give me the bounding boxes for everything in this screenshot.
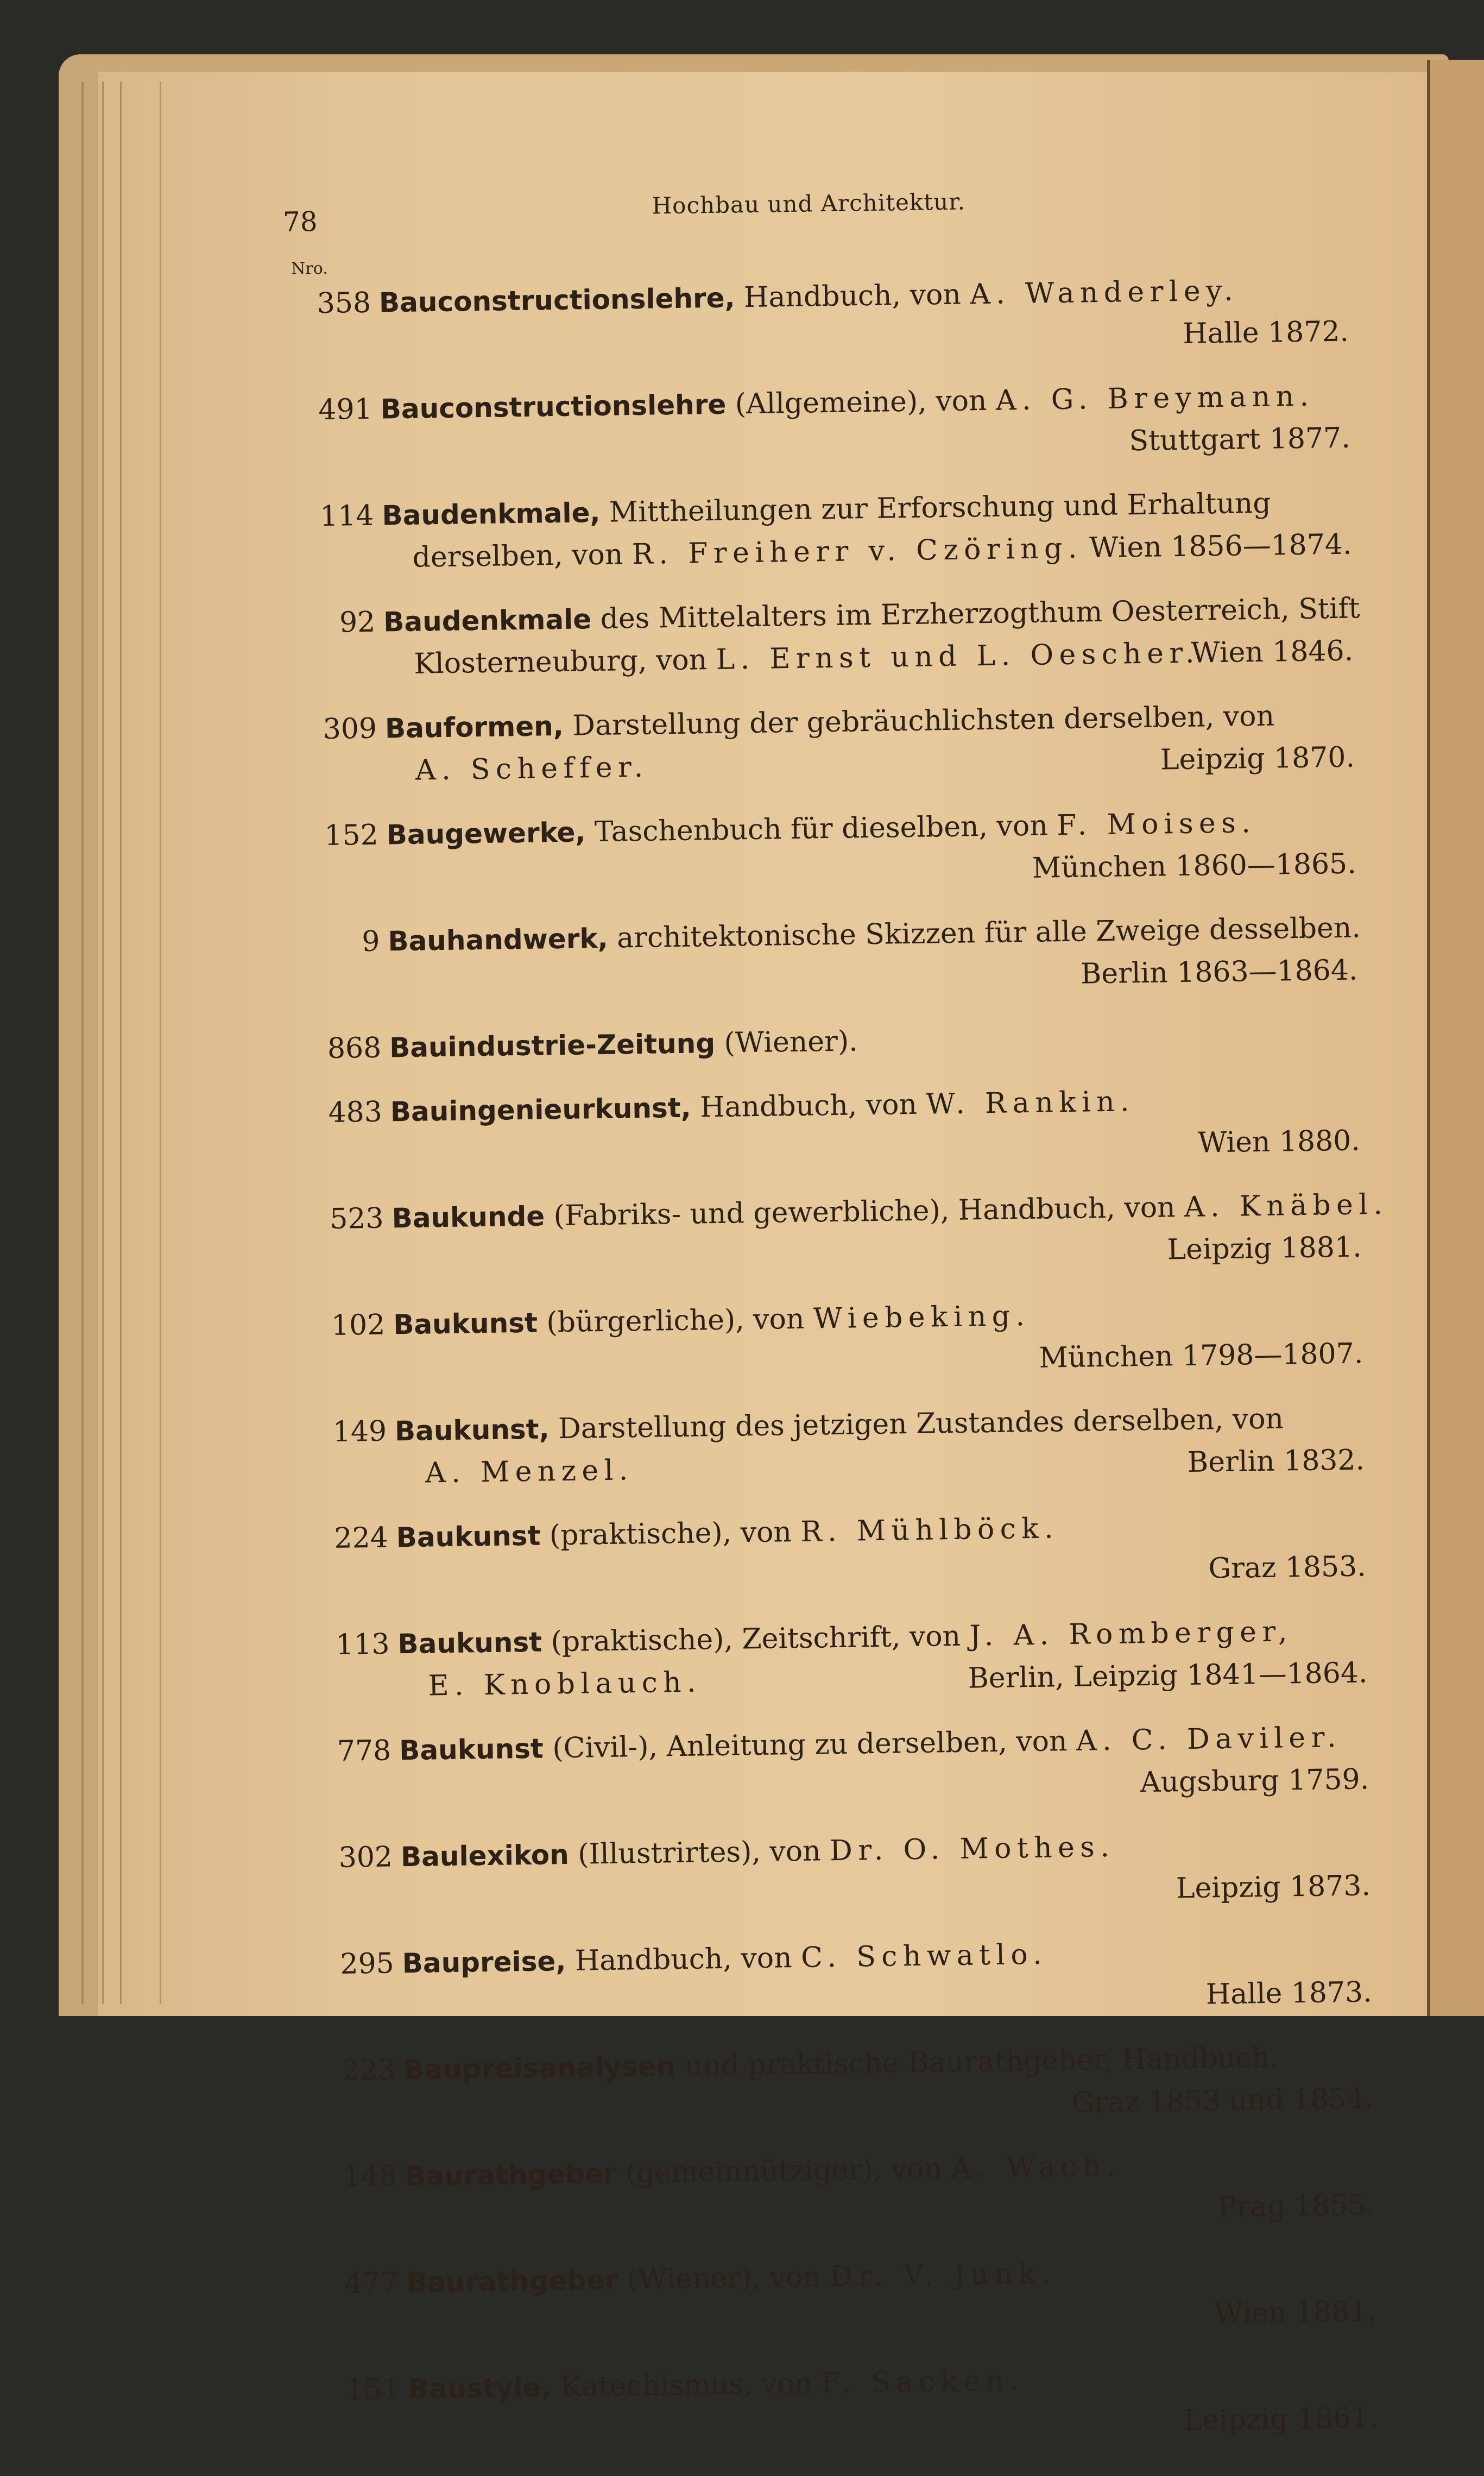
entry-author: L. Ernst und L. Oescher. (716, 637, 1201, 676)
entry-continuation-text: derselben, von (412, 538, 633, 574)
entry-place-year: Wien 1856—1874. (1089, 528, 1352, 565)
bibliography-entry (288, 588, 1361, 687)
entry-place-year: Wien 1846. (1190, 634, 1354, 670)
entry-headword: Baupreise, (402, 1945, 566, 1980)
entry-author: A. Wanderley. (969, 274, 1239, 311)
entry-headword: Baukunst (396, 1520, 541, 1554)
entry-number: 483 (328, 1095, 383, 1129)
entry-description: Taschenbuch für dieselben, von (585, 809, 1057, 849)
entry-author: Wiebeking. (813, 1299, 1031, 1335)
bibliography-entry (293, 907, 1361, 1006)
bibliography-entry (287, 481, 1352, 581)
entry-headword: Baukunst (397, 1626, 542, 1660)
entry-description: (gemeinnütziger), von (616, 2152, 951, 2190)
bibliography-entry (291, 801, 1356, 900)
page-content (282, 170, 1388, 2476)
bibliography-entry (305, 1822, 1371, 1921)
bibliography-entry (311, 2248, 1376, 2347)
entry-headword: Baugewerke, (386, 816, 586, 851)
entry-place-year: Prag 1855. (1217, 2189, 1375, 2224)
entry-place-year: Leipzig 1873. (1176, 1869, 1371, 1905)
entry-number: 868 (327, 1031, 382, 1065)
entry-headword: Baukunde (391, 1200, 545, 1234)
page-number: 78 (282, 206, 318, 238)
bibliography-entry (285, 375, 1350, 474)
entry-main-text (389, 1013, 1359, 1069)
entry-author: A. Knäbel. (1184, 1188, 1388, 1224)
entry-author: E. Knoblauch. (428, 1666, 702, 1703)
entry-headword: Baurathgeber (405, 2157, 617, 2193)
bibliography-entry (294, 1013, 1359, 1070)
entry-headword: Baupreisanalysen (403, 2050, 676, 2086)
entry-author: Dr. V. Junk. (829, 2257, 1056, 2294)
entry-headword: Bauconstructionslehre, (378, 282, 735, 319)
entry-place-year: Berlin, Leipzig 1841—1864. (968, 1656, 1368, 1695)
entry-number: 148 (343, 2160, 397, 2194)
entry-description: (praktische), Zeitschrift, von (541, 1620, 970, 1659)
entry-place-year: Leipzig 1881. (1167, 1231, 1362, 1267)
entry-description: Handbuch, von (735, 278, 970, 314)
entry-place-year: Augsburg 1759. (1140, 1763, 1369, 1799)
entry-place-year: München 1798—1807. (1039, 1337, 1363, 1375)
entry-author: W. Rankin. (926, 1085, 1135, 1121)
entry-number: 778 (337, 1734, 391, 1768)
entry-number: 92 (339, 606, 376, 639)
bibliography-entry (295, 1077, 1360, 1176)
entry-place-year: Halle 1873. (1205, 1976, 1373, 2011)
entry-place-year: Leipzig 1870. (1160, 741, 1355, 777)
entry-number: 9 (361, 925, 380, 959)
running-title: Hochbau und Architektur. (652, 188, 966, 219)
entry-number: 295 (340, 1947, 395, 1981)
entry-author: A. Scheffer. (415, 751, 649, 787)
entry-description: Handbuch, von (565, 1941, 801, 1978)
bibliography-entry (300, 1396, 1365, 1496)
bibliography-entry (308, 2035, 1374, 2134)
entry-description: Katechismus, von (551, 2367, 822, 2404)
entry-author: J. A. Romberger, (969, 1615, 1293, 1653)
entry-description: (Fabriks- und gewerbliche), Handbuch, von (544, 1190, 1185, 1233)
entry-description: (Civil-), Anleitung zu derselben, von (543, 1724, 1077, 1765)
entry-description: und praktische Baurathgeber, Handbuch. (675, 2041, 1279, 2083)
entry-author: A. C. Daviler. (1076, 1721, 1342, 1757)
entry-headword: Baustyle, (408, 2371, 552, 2405)
entry-headword: Bauindustrie-Zeitung (389, 1028, 716, 1064)
entry-number: 309 (323, 712, 377, 746)
entry-description: Darstellung des jetzigen Zustandes derselben, von (549, 1402, 1284, 1446)
entry-description: (Illustrirtes), von (569, 1835, 830, 1871)
entry-author: A. Menzel. (425, 1454, 634, 1490)
entry-headword: Bauformen, (384, 710, 564, 745)
entry-description: architektonische Skizzen für alle Zweige desselben. (608, 911, 1361, 955)
entry-number: 223 (341, 2053, 396, 2087)
entry-first-line (294, 1013, 1359, 1070)
entry-headword: Baulexikon (400, 1838, 570, 1873)
entry-number: 302 (338, 1841, 393, 1874)
entry-description: Mittheilungen zur Erforschung und Erhaltung (599, 487, 1271, 529)
entry-description: (praktische), von (540, 1515, 801, 1552)
bibliography-entry (301, 1503, 1366, 1602)
entry-headword: Baudenkmale, (382, 496, 601, 532)
entry-number: 477 (344, 2266, 399, 2300)
entry-description: (Wiener), von (617, 2260, 830, 2296)
bibliography-entry (284, 268, 1349, 368)
entry-description: (Wiener). (715, 1025, 858, 1060)
entry-headword: Bauconstructionslehre (380, 388, 727, 425)
entry-headword: Baudenkmale (383, 603, 592, 638)
entry-place-year: München 1860—1865. (1032, 847, 1357, 885)
facing-page-edge (1427, 60, 1484, 2016)
entry-headword: Bauhandwerk, (388, 922, 609, 957)
entry-place-year: Wien 1880. (1197, 1124, 1361, 1160)
bibliography-entry (302, 1609, 1368, 1709)
entry-author: A. Wach. (951, 2150, 1121, 2185)
entry-number: 151 (346, 2373, 401, 2406)
entry-place-year: Graz 1853 und 1854. (1071, 2082, 1374, 2120)
entry-headword: Baukunst, (394, 1413, 550, 1447)
entry-number: 491 (318, 393, 373, 427)
entry-number: 224 (334, 1521, 389, 1555)
entry-headword: Baukunst (393, 1307, 538, 1341)
bibliography-entry (310, 2141, 1375, 2241)
entry-author: F. Moises. (1056, 807, 1256, 842)
entry-description: Darstellung der gebräuchlichsten derselben, von (563, 700, 1275, 742)
entry-place-year: Berlin 1863—1864. (1080, 954, 1358, 991)
entry-headword: Bauingenieurkunst, (390, 1092, 692, 1128)
column-label: Nro. (291, 259, 329, 279)
entry-description: (bürgerliche), von (537, 1302, 814, 1339)
entry-number: 114 (319, 499, 374, 533)
entry-number: 152 (324, 818, 379, 853)
bibliography-entry (298, 1290, 1363, 1389)
entry-number: 358 (317, 286, 371, 320)
entry-place-year: Berlin 1832. (1187, 1444, 1365, 1479)
entry-number: 113 (335, 1628, 390, 1661)
entry-author: Dr. O. Mothes. (829, 1830, 1115, 1868)
entry-description: (Allgemeine), von (725, 384, 996, 421)
entry-place-year: Stuttgart 1877. (1129, 421, 1351, 458)
entry-number: 149 (332, 1415, 387, 1448)
bibliography-entry (313, 2354, 1378, 2454)
entry-place-year: Wien 1881. (1214, 2295, 1377, 2330)
bibliography-entry (304, 1716, 1369, 1815)
entry-number: 523 (329, 1202, 384, 1236)
bibliography-entry (289, 694, 1355, 793)
entry-continuation-text: Klosterneuburg, von (413, 643, 717, 681)
entry-place-year: Graz 1853. (1208, 1550, 1367, 1585)
entry-headword: Baukunst (399, 1732, 544, 1767)
entry-author: C. Schwatlo. (800, 1938, 1048, 1974)
entry-author: F. Sacken. (821, 2364, 1025, 2400)
bibliography-entry (307, 1929, 1372, 2028)
entry-place-year: Halle 1872. (1182, 315, 1349, 350)
entry-number: 102 (331, 1308, 386, 1342)
entry-author: R. Freiherr v. Czöring. (632, 532, 1083, 571)
page-edge-lines (81, 81, 161, 2004)
bibliography-entry (296, 1183, 1388, 1283)
entry-description: des Mittelalters im Erzherzogthum Oesterreich, Stift (591, 592, 1361, 636)
entry-description: Handbuch, von (691, 1088, 926, 1124)
entry-author: R. Mühlböck. (800, 1512, 1059, 1548)
bibliography-list (284, 268, 1388, 2454)
entry-place-year: Leipzig 1861. (1183, 2402, 1379, 2437)
entry-author: A. G. Breymann. (995, 380, 1315, 417)
entry-headword: Baurathgeber (406, 2264, 618, 2299)
